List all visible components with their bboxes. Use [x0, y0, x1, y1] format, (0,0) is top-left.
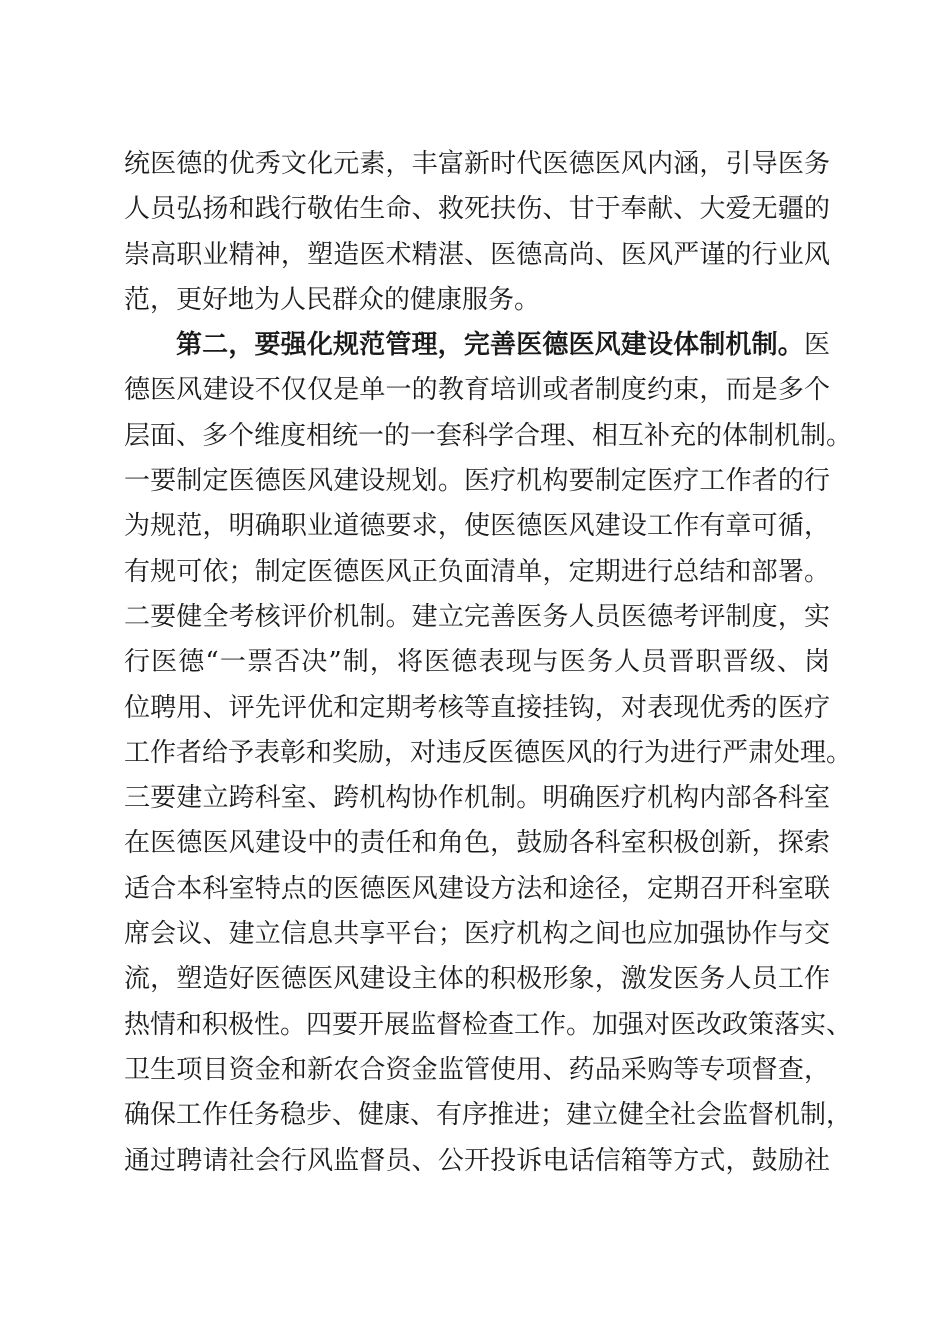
- paragraph-continuation: [124, 142, 830, 323]
- text-line: 位聘用、评先评优和定期考核等直接挂钩，对表现优秀的医疗: [124, 692, 830, 723]
- text-line: 适合本科室特点的医德医风建设方法和途径，定期召开科室联: [124, 873, 830, 904]
- text-line: 统医德的优秀文化元素，丰富新时代医德医风内涵，引导医务: [124, 149, 830, 179]
- text-line: 热情和积极性。四要开展监督检查工作。加强对医改政策落实、: [124, 1009, 853, 1040]
- text-line: 一要制定医德医风建设规划。医疗机构要制定医疗工作者的行: [124, 466, 830, 497]
- text-line: 层面、多个维度相统一的一套科学合理、相互补充的体制机制。: [124, 420, 853, 451]
- text-line: 在医德医风建设中的责任和角色，鼓励各科室积极创新，探索: [124, 828, 830, 859]
- text-line: 卫生项目资金和新农合资金监管使用、药品采购等专项督查，: [124, 1054, 830, 1085]
- text-line: 崇高职业精神，塑造医术精湛、医德高尚、医风严谨的行业风: [124, 239, 830, 270]
- text-line: 通过聘请社会行风监督员、公开投诉电话信箱等方式，鼓励社: [124, 1145, 830, 1176]
- section-heading: 第二，要强化规范管理，完善医德医风建设体制机制。: [176, 330, 804, 361]
- text-line: 有规可依；制定医德医风正负面清单，定期进行总结和部署。: [124, 556, 830, 587]
- text-line: 工作者给予表彰和奖励，对违反医德医风的行为进行严肃处理。: [124, 737, 853, 768]
- text-line: 三要建立跨科室、跨机构协作机制。明确医疗机构内部各科室: [124, 783, 830, 814]
- text-line: 德医风建设不仅仅是单一的教育培训或者制度约束，而是多个: [124, 375, 830, 406]
- text-line: 行医德“一票否决”制，将医德表现与医务人员晋职晋级、岗: [124, 647, 830, 678]
- text-line: 确保工作任务稳步、健康、有序推进；建立健全社会监督机制，: [124, 1100, 853, 1131]
- first-line-rest: 医: [803, 330, 830, 361]
- text-line: 为规范，明确职业道德要求，使医德医风建设工作有章可循，: [124, 511, 830, 542]
- text-line: 范，更好地为人民群众的健康服务。: [124, 284, 541, 315]
- text-line: 流，塑造好医德医风建设主体的积极形象，激发医务人员工作: [124, 964, 830, 995]
- text-line: 二要健全考核评价机制。建立完善医务人员医德考评制度，实: [124, 601, 830, 632]
- body-text: [124, 142, 853, 1184]
- paragraph-second-point: [124, 323, 853, 1184]
- text-line: 人员弘扬和践行敬佑生命、救死扶伤、甘于奉献、大爱无疆的: [124, 194, 830, 225]
- text-line: 席会议、建立信息共享平台；医疗机构之间也应加强协作与交: [124, 919, 830, 950]
- paragraph-first-line: [124, 323, 830, 368]
